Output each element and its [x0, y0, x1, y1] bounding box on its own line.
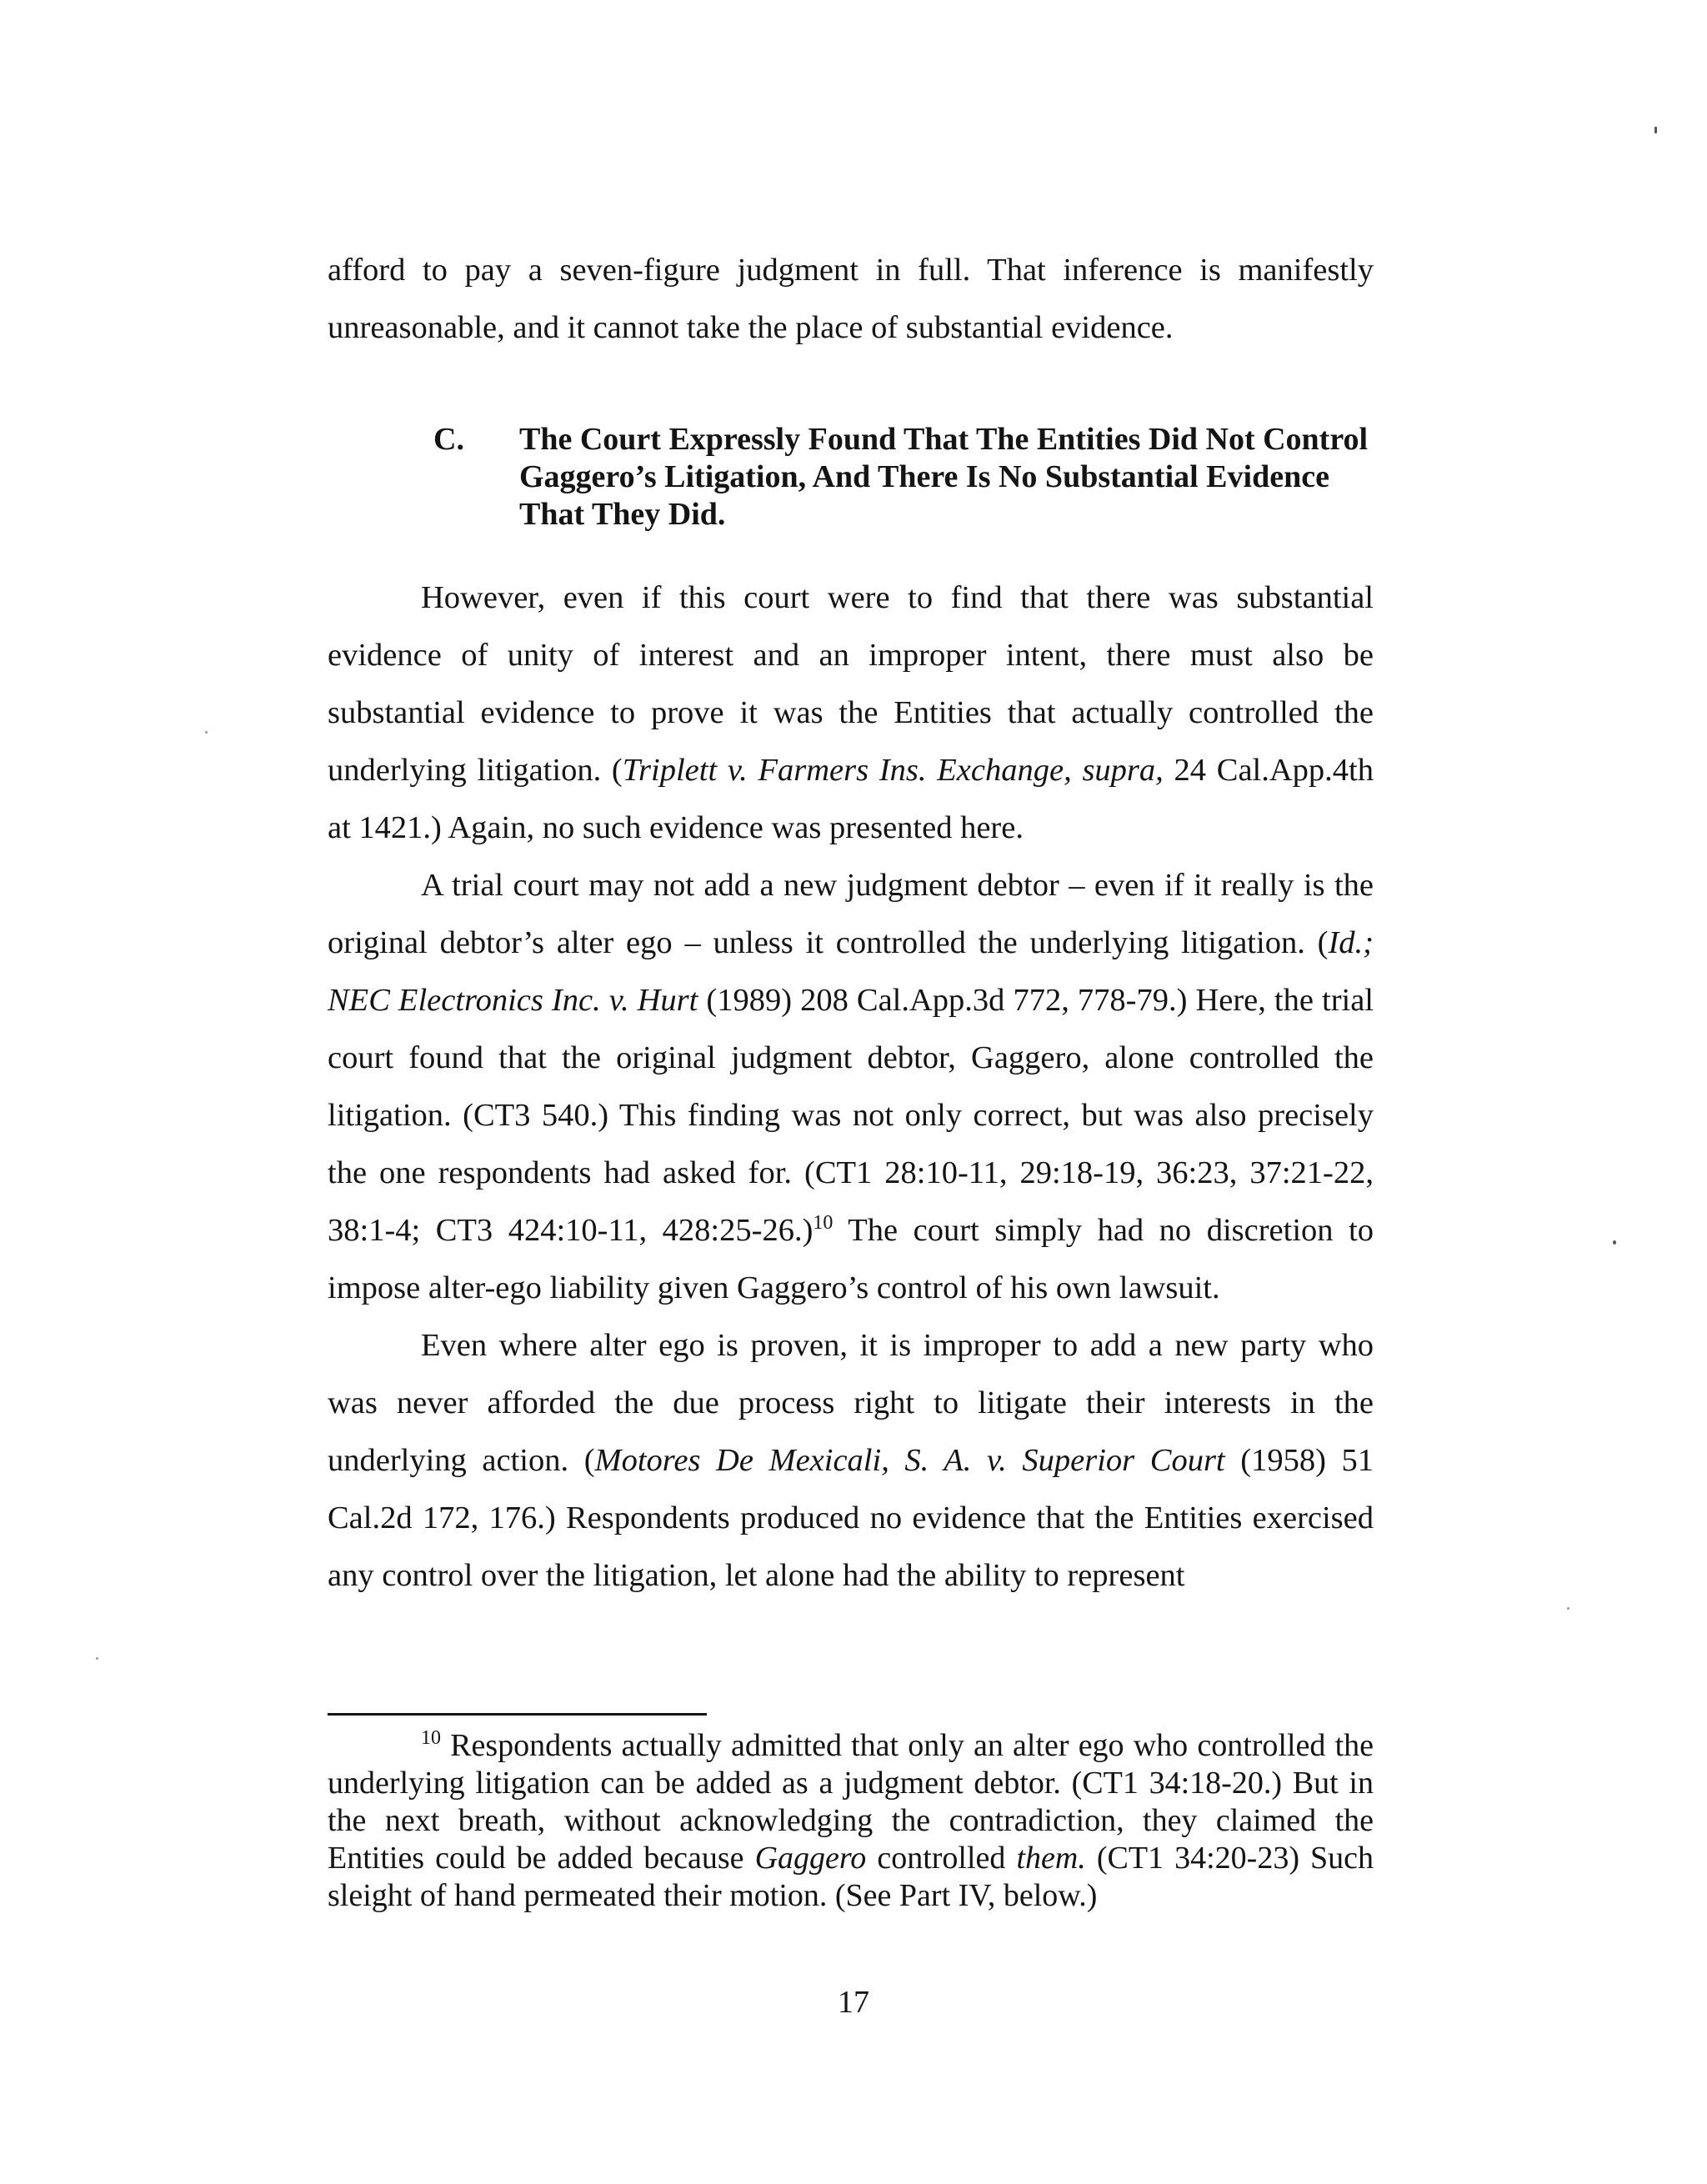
- paragraph-text: Even where alter ego is proven, it is improper to add a new party who was never afforded the due process right to litigate their interests in the underlying action. (: [328, 1328, 1374, 1478]
- scan-speck: [96, 1657, 98, 1660]
- paragraph-text: (1958) 51 Cal.2d 172, 176.) Respondents produced no evidence that the Entities exercised any control over the litigation, let alone had the ability to represent: [328, 1443, 1374, 1593]
- case-citation: Id.; NEC Electronics Inc. v. Hurt: [328, 925, 1374, 1018]
- section-heading-letter: C.: [433, 422, 464, 457]
- footnote-text-part: Respondents actually admitted that only an alter ego who controlled the underlying litigation can be added as a judgment debtor. (CT1 34:18-20.) But in the next breath, without acknowledging the contradiction, they claimed the Entities could be added because: [328, 1728, 1374, 1876]
- scan-speck: [205, 731, 208, 734]
- footnote-text-part: (CT1 34:20-23) Such sleight of hand permeated their motion. (See Part IV, below.): [328, 1841, 1374, 1913]
- page-number: 17: [838, 1985, 869, 2020]
- footnote-reference[interactable]: 10: [813, 1212, 833, 1234]
- paragraph-nec-electronics: [328, 857, 1374, 1317]
- paragraph-text: afford to pay a seven-figure judgment in full. That inference is manifestly unreasonable, and it cannot take the place of substantial evidence.: [328, 253, 1374, 345]
- body-paragraphs: [328, 569, 1374, 1605]
- scan-speck: [1567, 1607, 1569, 1610]
- footnote-text-part: controlled: [866, 1841, 1017, 1876]
- footnote-10: [328, 1727, 1374, 1915]
- scan-speck: [1654, 127, 1657, 133]
- case-citation: Triplett v. Farmers Ins. Exchange, supra,: [622, 753, 1164, 788]
- paragraph-text: (1989) 208 Cal.App.3d 772, 778-79.) Here, the trial court found that the original judgment debtor, Gaggero, alone controlled the litigation. (CT3 540.) This finding was not only correct, but was also precisely the one respondents had asked for. (CT1 28:10-11, 29:18-19, 36:23, 37:21-22, 38:1-4; CT3 424:10-11, 428:25-26.): [328, 983, 1374, 1248]
- paragraph-text: A trial court may not add a new judgment debtor – even if it really is the original debtor’s alter ego – unless it controlled the underlying litigation. (: [328, 868, 1374, 960]
- case-citation: Motores De Mexicali, S. A. v. Superior Court: [594, 1443, 1225, 1478]
- paragraph-motores: [328, 1317, 1374, 1605]
- footnote-marker: 10: [421, 1727, 441, 1749]
- paragraph-continuation: [328, 242, 1374, 357]
- footnote-divider: [328, 1713, 707, 1716]
- footnote-text: [328, 1727, 1374, 1915]
- footnote-italic: them.: [1016, 1841, 1086, 1876]
- scan-speck: [1613, 1240, 1616, 1245]
- footnote-italic: Gaggero: [754, 1841, 867, 1876]
- paragraph-text: The court simply had no discretion to impose alter-ego liability given Gaggero’s control of his own lawsuit.: [328, 1213, 1374, 1305]
- paragraph-triplett: [328, 569, 1374, 857]
- section-heading-text: The Court Expressly Found That The Entities Did Not Control Gaggero’s Litigation, And There Is No Substantial Evidence That They Did.: [519, 422, 1369, 532]
- paragraph-text: However, even if this court were to find that there was substantial evidence of unity of interest and an improper intent, there must also be substantial evidence to prove it was the Entities that actually controlled the underlying litigation. (: [328, 580, 1374, 788]
- paragraph-text: 24 Cal.App.4th at 1421.) Again, no such evidence was presented here.: [328, 753, 1374, 845]
- section-heading-c: [433, 421, 1375, 533]
